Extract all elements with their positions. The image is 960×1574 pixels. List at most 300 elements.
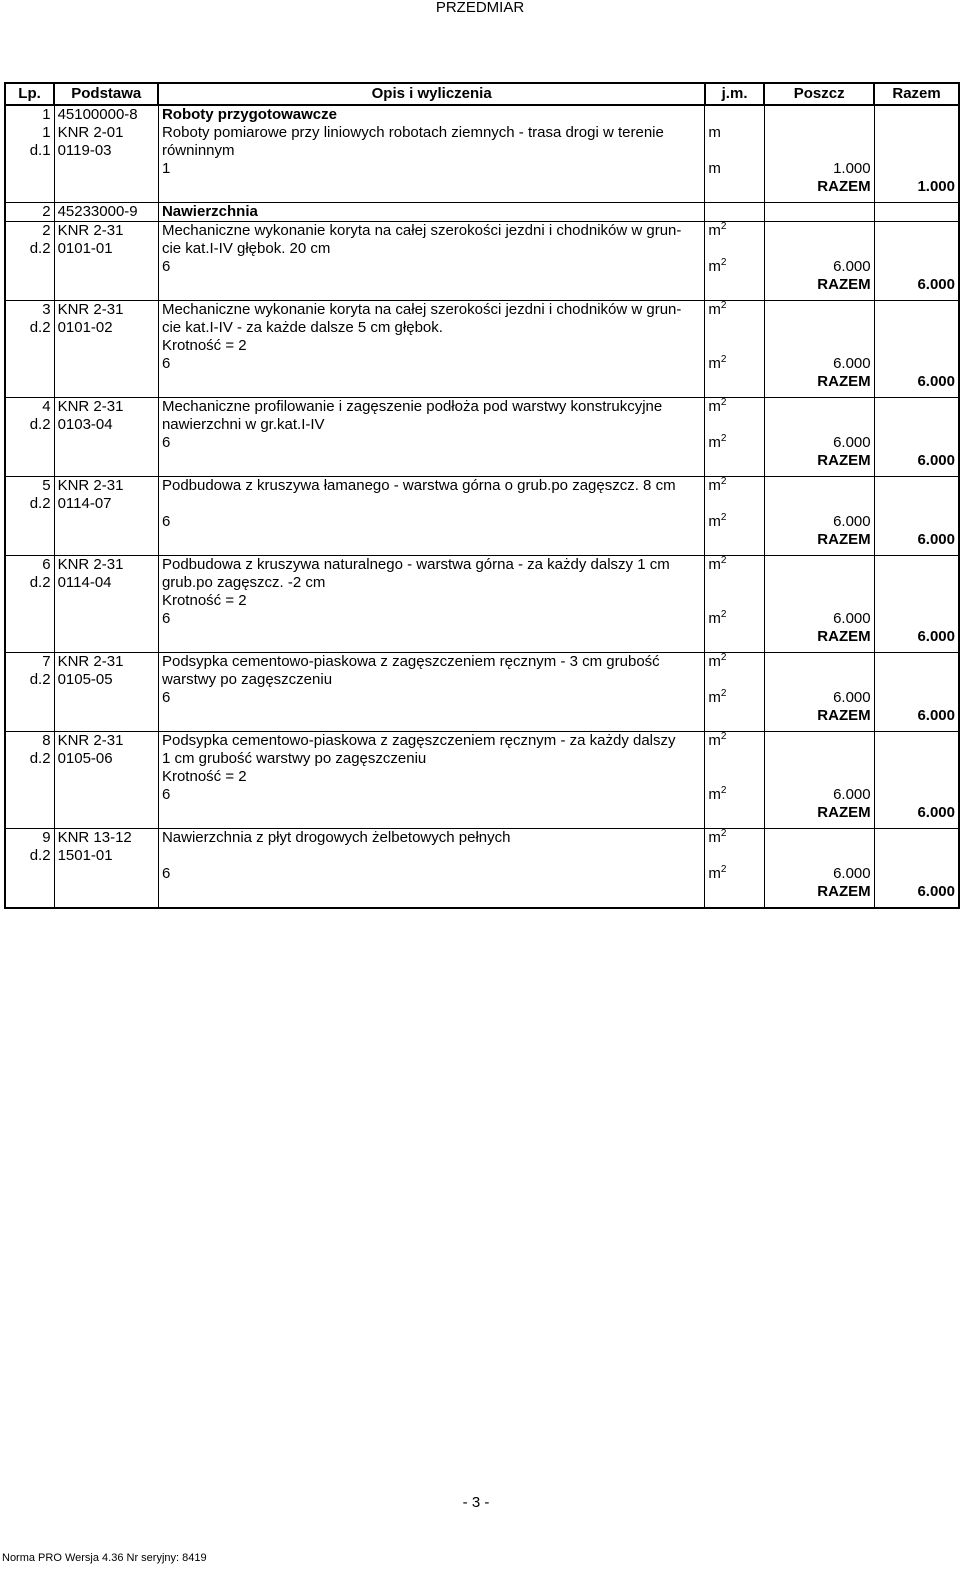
calc-unit-text: $m^2$: [708, 433, 727, 451]
position-description-text: cie kat.I-IV - za każde dalsze 5 cm głębok.: [161, 319, 443, 336]
position-unit: [705, 574, 764, 592]
position-description: [158, 574, 704, 592]
calc-unit-text: $m^2$: [708, 512, 727, 530]
calc-partial-value: [764, 689, 874, 707]
position-unit: [705, 124, 764, 142]
position-poszcz-empty: [764, 495, 874, 513]
total-row: [5, 883, 959, 901]
position-basis: [54, 556, 158, 575]
position-unit: [705, 142, 764, 160]
total-lp-empty: [5, 178, 54, 196]
position-description: [158, 142, 704, 160]
position-unit: [705, 592, 764, 610]
calc-expression-text: 6: [161, 513, 171, 530]
calc-expression: [158, 513, 704, 531]
total-value-text: 6.000: [917, 276, 955, 293]
calc-unit: [705, 689, 764, 707]
total-value: [874, 178, 959, 196]
position-lp-text: 2: [42, 222, 51, 239]
position-lp: [5, 732, 54, 751]
position-description: [158, 337, 704, 355]
total-lp-empty: [5, 628, 54, 646]
calc-lp-empty: [5, 513, 54, 531]
position-basis: [54, 732, 158, 751]
total-value: [874, 452, 959, 470]
position-unit-text: $m^2$: [708, 828, 727, 846]
position-razem-empty: [874, 319, 959, 337]
position-lp-text: d.2: [29, 240, 51, 257]
total-desc-empty: [158, 373, 704, 391]
position-lp-text: 1: [42, 124, 51, 141]
calc-partial-value: [764, 160, 874, 178]
position-razem-empty: [874, 142, 959, 160]
calc-unit-text: $m^2$: [708, 785, 727, 803]
position-lp: [5, 398, 54, 417]
position-lp-text: d.2: [29, 416, 51, 433]
position-basis: [54, 829, 158, 848]
calc-unit: [705, 610, 764, 628]
position-razem-empty: [874, 829, 959, 848]
total-row: [5, 628, 959, 646]
total-desc-empty: [158, 452, 704, 470]
position-lp-text: 6: [42, 556, 51, 573]
position-poszcz-empty: [764, 829, 874, 848]
position-razem-empty: [874, 398, 959, 417]
spacer-cell: [874, 901, 959, 908]
calc-lp-empty: [5, 610, 54, 628]
total-label: [764, 707, 874, 725]
position-basis: [54, 124, 158, 142]
position-basis: [54, 142, 158, 160]
calculation-row: [5, 513, 959, 531]
position-basis-text: KNR 2-31: [57, 556, 124, 573]
position-poszcz-empty: [764, 222, 874, 241]
total-row: [5, 707, 959, 725]
position-unit-text: $m^2$: [708, 300, 727, 318]
total-label-text: RAZEM: [817, 452, 871, 469]
calculation-row: [5, 160, 959, 178]
position-basis: [54, 768, 158, 786]
calc-basis-empty: [54, 434, 158, 452]
position-razem-empty: [874, 574, 959, 592]
position-poszcz-empty: [764, 240, 874, 258]
position-description: [158, 671, 704, 689]
calc-lp-empty: [5, 355, 54, 373]
position-description-text: Mechaniczne wykonanie koryta na całej szerokości jezdni i chodników w grun-: [161, 222, 682, 239]
total-unit-empty: [705, 531, 764, 549]
section-jm-empty: [705, 105, 764, 124]
position-basis-text: 1501-01: [57, 847, 113, 864]
position-poszcz-empty: [764, 124, 874, 142]
total-row: [5, 178, 959, 196]
total-value-text: 6.000: [917, 804, 955, 821]
position-description-text: Podsypka cementowo-piaskowa z zagęszczeniem ręcznym - 3 cm grubość: [161, 653, 660, 670]
section-code-text: 45233000-9: [57, 203, 138, 220]
calc-unit: [705, 865, 764, 883]
position-description: [158, 592, 704, 610]
position-row: [5, 750, 959, 768]
section-lp-text: 2: [42, 203, 51, 220]
calc-partial-value-text: 6.000: [833, 689, 871, 706]
position-lp: [5, 477, 54, 496]
calc-expression-text: 6: [161, 434, 171, 451]
position-lp-text: 8: [42, 732, 51, 749]
position-description-text: Roboty pomiarowe przy liniowych robotach ziemnych - trasa drogi w terenie: [161, 124, 664, 141]
position-lp-text: d.2: [29, 750, 51, 767]
position-description-text: równinnym: [161, 142, 235, 159]
position-lp-text: d.2: [29, 574, 51, 591]
total-value: [874, 373, 959, 391]
section-title-text: Nawierzchnia: [161, 203, 258, 220]
section-razem-empty: [874, 105, 959, 124]
position-unit-text: $m^2$: [708, 397, 727, 415]
position-lp: [5, 337, 54, 355]
calculation-row: [5, 610, 959, 628]
position-lp: [5, 829, 54, 848]
position-row: [5, 124, 959, 142]
calc-lp-empty: [5, 258, 54, 276]
position-description: [158, 768, 704, 786]
calc-partial-value: [764, 434, 874, 452]
total-unit-empty: [705, 707, 764, 725]
position-basis: [54, 240, 158, 258]
calc-partial-value: [764, 610, 874, 628]
position-basis-text: 0114-07: [57, 495, 112, 512]
section-code: [54, 203, 158, 222]
position-basis: [54, 750, 158, 768]
position-row: [5, 301, 959, 320]
total-unit-empty: [705, 883, 764, 901]
position-description-text: Krotność = 2: [161, 768, 247, 785]
position-basis: [54, 416, 158, 434]
calculation-row: [5, 434, 959, 452]
total-desc-empty: [158, 178, 704, 196]
position-row: [5, 222, 959, 241]
spacer-row: [5, 901, 959, 908]
section-lp-text: 1: [42, 106, 51, 123]
position-row: [5, 574, 959, 592]
position-lp-text: 4: [42, 398, 51, 415]
total-value-text: 6.000: [917, 531, 955, 548]
position-poszcz-empty: [764, 477, 874, 496]
calc-partial-value-text: 6.000: [833, 610, 871, 627]
position-description-text: cie kat.I-IV głębok. 20 cm: [161, 240, 331, 257]
position-lp: [5, 319, 54, 337]
position-poszcz-empty: [764, 847, 874, 865]
position-razem-empty: [874, 337, 959, 355]
calc-expression: [158, 160, 704, 178]
position-description: [158, 477, 704, 496]
total-lp-empty: [5, 707, 54, 725]
position-description-text: Podbudowa z kruszywa naturalnego - warstwa górna - za każdy dalszy 1 cm: [161, 556, 670, 573]
calculation-row: [5, 355, 959, 373]
position-row: [5, 829, 959, 848]
position-lp-text: d.2: [29, 847, 51, 864]
calc-unit-text: $m^2$: [708, 257, 727, 275]
calc-unit: [705, 258, 764, 276]
position-poszcz-empty: [764, 574, 874, 592]
calc-unit: [705, 513, 764, 531]
calc-unit: [705, 434, 764, 452]
column-header-opis: Opis i wyliczenia: [158, 83, 704, 105]
position-poszcz-empty: [764, 416, 874, 434]
position-basis: [54, 592, 158, 610]
position-poszcz-empty: [764, 592, 874, 610]
calc-unit-text: $m^2$: [708, 688, 727, 706]
calc-expression: [158, 258, 704, 276]
position-poszcz-empty: [764, 556, 874, 575]
calc-lp-empty: [5, 434, 54, 452]
total-label: [764, 628, 874, 646]
section-title: [158, 203, 704, 222]
position-razem-empty: [874, 671, 959, 689]
position-description-text: Podbudowa z kruszywa łamanego - warstwa górna o grub.po zagęszcz. 8 cm: [161, 477, 676, 494]
total-label-text: RAZEM: [817, 276, 871, 293]
calc-expression: [158, 689, 704, 707]
position-unit-text: $m^2$: [708, 652, 727, 670]
position-razem-empty: [874, 847, 959, 865]
position-description-text: Krotność = 2: [161, 592, 247, 609]
calc-unit: [705, 786, 764, 804]
total-lp-empty: [5, 883, 54, 901]
calc-basis-empty: [54, 160, 158, 178]
section-lp: [5, 105, 54, 124]
position-razem-empty: [874, 301, 959, 320]
calc-expression-text: 6: [161, 786, 171, 803]
total-label: [764, 804, 874, 822]
position-poszcz-empty: [764, 398, 874, 417]
section-row: [5, 105, 959, 124]
position-basis: [54, 671, 158, 689]
total-row: [5, 804, 959, 822]
total-desc-empty: [158, 531, 704, 549]
column-header-jm: j.m.: [705, 83, 764, 105]
position-description: [158, 319, 704, 337]
position-lp: [5, 301, 54, 320]
total-unit-empty: [705, 452, 764, 470]
section-poszcz-empty: [764, 105, 874, 124]
position-basis: [54, 477, 158, 496]
total-value: [874, 804, 959, 822]
position-unit: [705, 495, 764, 513]
calc-partial-value: [764, 258, 874, 276]
position-description: [158, 301, 704, 320]
total-basis-empty: [54, 883, 158, 901]
position-description: [158, 495, 704, 513]
position-poszcz-empty: [764, 337, 874, 355]
calc-basis-empty: [54, 689, 158, 707]
total-basis-empty: [54, 452, 158, 470]
calc-unit-text: $m^2$: [708, 864, 727, 882]
calc-expression: [158, 355, 704, 373]
position-description: [158, 222, 704, 241]
total-desc-empty: [158, 276, 704, 294]
position-basis: [54, 574, 158, 592]
total-lp-empty: [5, 804, 54, 822]
position-row: [5, 416, 959, 434]
calc-basis-empty: [54, 355, 158, 373]
calc-expression-text: 1: [161, 160, 171, 177]
position-description-text: Mechaniczne profilowanie i zagęszenie podłoża pod warstwy konstrukcyjne: [161, 398, 663, 415]
position-unit: [705, 398, 764, 417]
position-unit: [705, 768, 764, 786]
calc-partial-value-text: 6.000: [833, 355, 871, 372]
position-unit: [705, 477, 764, 496]
calc-unit: [705, 355, 764, 373]
calc-total-empty: [874, 355, 959, 373]
total-basis-empty: [54, 804, 158, 822]
position-poszcz-empty: [764, 653, 874, 672]
calc-lp-empty: [5, 786, 54, 804]
total-label: [764, 178, 874, 196]
calc-partial-value-text: 1.000: [833, 160, 871, 177]
position-row: [5, 142, 959, 160]
position-row: [5, 319, 959, 337]
position-unit: [705, 750, 764, 768]
calculation-row: [5, 258, 959, 276]
total-label-text: RAZEM: [817, 804, 871, 821]
calculation-row: [5, 865, 959, 883]
software-footer: Norma PRO Wersja 4.36 Nr seryjny: 8419: [2, 1552, 207, 1564]
calc-basis-empty: [54, 513, 158, 531]
position-lp: [5, 574, 54, 592]
total-lp-empty: [5, 452, 54, 470]
position-unit: [705, 671, 764, 689]
calc-expression: [158, 786, 704, 804]
calc-lp-empty: [5, 689, 54, 707]
total-value: [874, 276, 959, 294]
position-description-text: 1 cm grubość warstwy po zagęszczeniu: [161, 750, 427, 767]
total-value-text: 6.000: [917, 707, 955, 724]
position-row: [5, 240, 959, 258]
section-code: [54, 105, 158, 124]
calc-expression: [158, 865, 704, 883]
calc-expression: [158, 610, 704, 628]
position-razem-empty: [874, 416, 959, 434]
position-poszcz-empty: [764, 732, 874, 751]
position-razem-empty: [874, 592, 959, 610]
position-basis: [54, 495, 158, 513]
position-poszcz-empty: [764, 319, 874, 337]
calc-expression-text: 6: [161, 689, 171, 706]
calc-expression-text: 6: [161, 355, 171, 372]
position-basis: [54, 398, 158, 417]
calc-unit-text: $m^2$: [708, 609, 727, 627]
position-unit: [705, 240, 764, 258]
position-lp-text: 5: [42, 477, 51, 494]
position-lp: [5, 240, 54, 258]
position-razem-empty: [874, 240, 959, 258]
total-value: [874, 883, 959, 901]
position-row: [5, 398, 959, 417]
position-razem-empty: [874, 750, 959, 768]
position-lp-text: 3: [42, 301, 51, 318]
position-basis-text: KNR 2-31: [57, 398, 124, 415]
position-lp: [5, 750, 54, 768]
position-basis-text: 0105-06: [57, 750, 113, 767]
bill-of-quantities-table: [4, 82, 960, 909]
position-description-text: Mechaniczne wykonanie koryta na całej szerokości jezdni i chodników w grun-: [161, 301, 682, 318]
page-number: - 3 -: [462, 1494, 490, 1511]
table-body: [5, 105, 959, 908]
position-basis-text: KNR 2-31: [57, 477, 124, 494]
total-row: [5, 373, 959, 391]
calc-lp-empty: [5, 865, 54, 883]
position-row: [5, 477, 959, 496]
position-poszcz-empty: [764, 301, 874, 320]
position-basis-text: 0114-04: [57, 574, 112, 591]
total-label: [764, 276, 874, 294]
table-header-row: [5, 83, 959, 105]
position-unit: [705, 829, 764, 848]
total-value: [874, 707, 959, 725]
position-description: [158, 416, 704, 434]
position-razem-empty: [874, 653, 959, 672]
calc-partial-value-text: 6.000: [833, 865, 871, 882]
position-poszcz-empty: [764, 142, 874, 160]
spacer-cell: [764, 901, 874, 908]
calc-total-empty: [874, 160, 959, 178]
position-row: [5, 671, 959, 689]
total-unit-empty: [705, 178, 764, 196]
position-row: [5, 768, 959, 786]
column-header-lp: Lp.: [5, 83, 54, 105]
section-poszcz-empty: [764, 203, 874, 222]
calc-partial-value-text: 6.000: [833, 513, 871, 530]
total-row: [5, 452, 959, 470]
position-description-text: nawierzchni w gr.kat.I-IV: [161, 416, 325, 433]
section-lp: [5, 203, 54, 222]
total-value-text: 6.000: [917, 628, 955, 645]
position-description: [158, 556, 704, 575]
position-lp: [5, 653, 54, 672]
calc-total-empty: [874, 786, 959, 804]
position-description: [158, 847, 704, 865]
calc-partial-value: [764, 786, 874, 804]
total-label-text: RAZEM: [817, 883, 871, 900]
total-value-text: 6.000: [917, 452, 955, 469]
spacer-cell: [158, 901, 704, 908]
section-razem-empty: [874, 203, 959, 222]
position-unit-text: $m^2$: [708, 221, 727, 239]
column-header-razem: Razem: [874, 83, 959, 105]
position-poszcz-empty: [764, 750, 874, 768]
section-jm-empty: [705, 203, 764, 222]
position-unit: [705, 222, 764, 241]
position-row: [5, 592, 959, 610]
position-description-text: grub.po zagęszcz. -2 cm: [161, 574, 326, 591]
position-basis: [54, 319, 158, 337]
calc-partial-value: [764, 865, 874, 883]
position-lp: [5, 768, 54, 786]
calc-total-empty: [874, 610, 959, 628]
position-unit: [705, 847, 764, 865]
total-basis-empty: [54, 531, 158, 549]
position-description-text: Nawierzchnia z płyt drogowych żelbetowych pełnych: [161, 829, 511, 846]
calc-partial-value: [764, 355, 874, 373]
total-label: [764, 373, 874, 391]
calc-total-empty: [874, 434, 959, 452]
position-basis-text: KNR 2-31: [57, 732, 124, 749]
section-row: [5, 203, 959, 222]
total-row: [5, 531, 959, 549]
calculation-row: [5, 689, 959, 707]
total-label-text: RAZEM: [817, 178, 871, 195]
position-basis-text: 0105-05: [57, 671, 113, 688]
calc-expression-text: 6: [161, 865, 171, 882]
column-header-podstawa: Podstawa: [54, 83, 158, 105]
position-razem-empty: [874, 495, 959, 513]
